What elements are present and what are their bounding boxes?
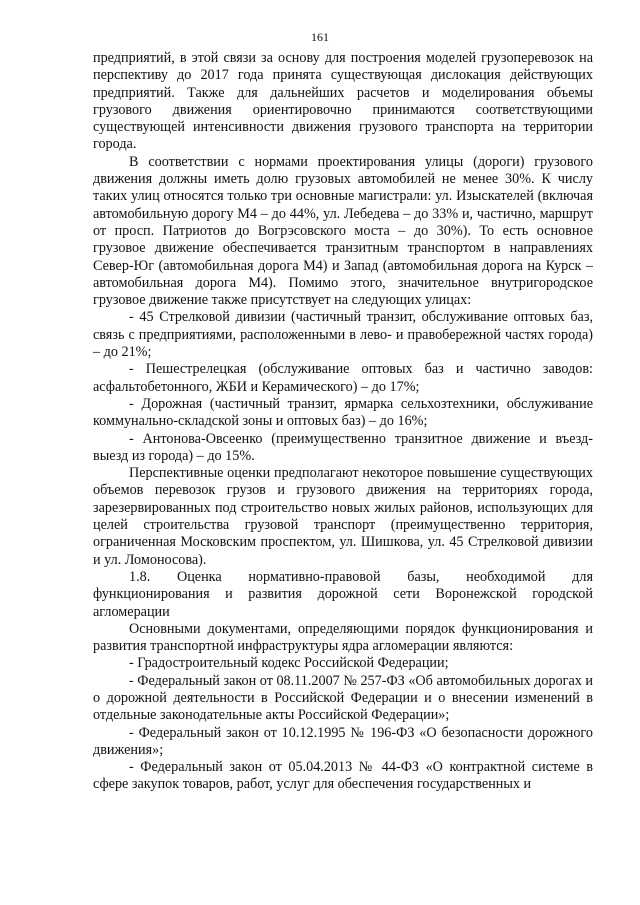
list-item-45-strelkovoy: - 45 Стрелковой дивизии (частичный транзит, обслуживание оптовых баз, связь с предприятиями, расположенными в лево- и правобережной частях города) – до 21%; [93, 309, 593, 361]
paragraph-freight-norms: В соответствии с нормами проектирования улицы (дороги) грузового движения должны иметь долю грузовых автомобилей не менее 30%. К числу таких улиц относятся только три основные магистрали: ул. Изыскателей (включая автомобильную дорогу М4 – до 44%, ул. Лебедева – до 33% и, частично, маршрут от просп. Патриотов до Вогрэсовского моста – до 30%). То есть основное грузовое движение обеспечивается транзитным транспортом в направлениях Север-Юг (автомобильная дорога М4) и Запад (автомобильная дорога на Курск – автомобильная дорога М4). Помимо этого, значительное внутригородское грузовое движение также присутствует на следующих улицах: [93, 153, 593, 309]
list-item-urban-code: - Градостроительный кодекс Российской Федерации; [129, 655, 449, 672]
body-text [93, 50, 593, 794]
paragraph-prospective-estimates: Перспективные оценки предполагают некоторое повышение существующих объемов перевозок грузов и грузового движения на территориях города, зарезервированных под строительство новых жилых районов, использующих для целей строительства грузовой транспорт (преимущественно территория, ограниченная Московским проспектом, ул. Шишкова, ул. 45 Стрелковой дивизии и ул. Ломоносова). [93, 465, 593, 568]
section-heading-1-8: 1.8. Оценка нормативно-правовой базы, необходимой для функционирования и развития дорожной сети Воронежской городской агломерации [93, 568, 593, 620]
paragraph-main-documents: Основными документами, определяющими порядок функционирования и развития транспортной инфраструктуры ядра агломерации являются: [93, 620, 593, 655]
list-item-antonova-ovseenko: - Антонова-Овсеенко (преимущественно транзитное движение и въезд-выезд из города) – до 15%. [93, 430, 593, 464]
paragraph-enterprises-continuation: предприятий, в этой связи за основу для построения моделей грузоперевозок на перспективу до 2017 года принята существующая дислокация действующих предприятий. Также для дальнейших расчетов и моделирования объемы грузового движения ориентировочно принимаются соответствующими существующей интенсивности движения грузового транспорта на территории города. [93, 50, 593, 153]
list-item-peshestreletskaya: - Пешестрелецкая (обслуживание оптовых баз и частично заводов: асфальтобетонного, ЖБИ и Керамического) – до 17%; [93, 361, 593, 395]
list-item-dorozhnaya: - Дорожная (частичный транзит, ярмарка сельхозтехники, обслуживание коммунально-складской зоны и оптовых баз) – до 16%; [93, 395, 593, 430]
list-item-law-257: - Федеральный закон от 08.11.2007 № 257-ФЗ «Об автомобильных дорогах и о дорожной деятельности в Российской Федерации и о внесении изменений в отдельные законодательные акты Российской Федерации»; [93, 672, 593, 724]
list-item-law-44: - Федеральный закон от 05.04.2013 № 44-ФЗ «О контрактной системе в сфере закупок товаров, работ, услуг для обеспечения государственных и [93, 759, 593, 793]
page-number: 161 [311, 30, 329, 44]
list-item-law-196: - Федеральный закон от 10.12.1995 № 196-ФЗ «О безопасности дорожного движения»; [93, 724, 593, 758]
